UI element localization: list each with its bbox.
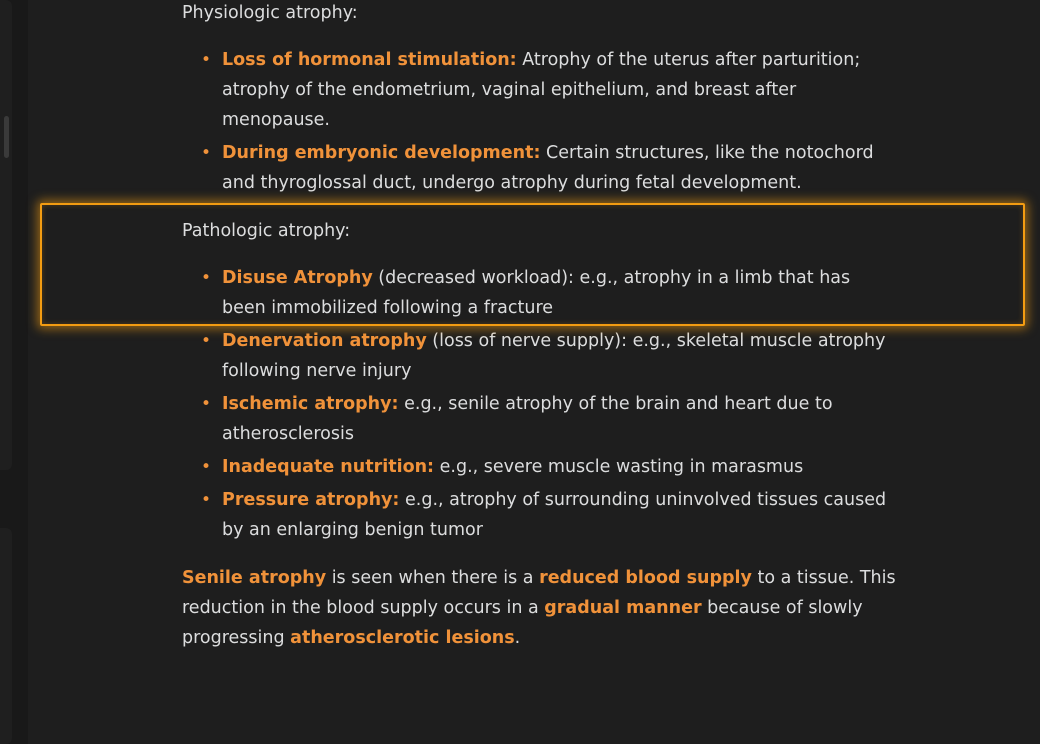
term: Disuse Atrophy [222, 268, 373, 288]
bullet-icon: • [201, 394, 212, 414]
bullet-icon: • [201, 50, 212, 70]
term: gradual manner [544, 598, 702, 618]
scrollbar-thumb[interactable] [4, 116, 9, 158]
list-item: • Pressure atrophy: e.g., atrophy of surrounding uninvolved tissues caused by an enlarging benign tumor [182, 485, 902, 545]
left-gutter [0, 0, 28, 744]
term: Inadequate nutrition: [222, 457, 435, 477]
term: Denervation atrophy [222, 331, 427, 351]
sidebar-panel-bottom [0, 528, 12, 744]
physiologic-list [182, 45, 902, 201]
bullet-icon: • [201, 457, 212, 477]
term: Ischemic atrophy: [222, 394, 399, 414]
list-item: • Loss of hormonal stimulation: Atrophy of the uterus after parturition; atrophy of the endometrium, vaginal epithelium, and breast after menopause. [182, 45, 902, 135]
bullet-icon: • [201, 490, 212, 510]
sidebar-panel-top [0, 0, 12, 470]
term: Pressure atrophy: [222, 490, 400, 510]
term: atherosclerotic lesions [290, 628, 515, 648]
bullet-icon: • [201, 268, 212, 288]
term: During embryonic development: [222, 143, 541, 163]
list-item: • Inadequate nutrition: e.g., severe muscle wasting in marasmus [182, 452, 902, 482]
senile-paragraph: Senile atrophy is seen when there is a reduced blood supply to a tissue. This reduction in the blood supply occurs in a gradual manner because of slowly progressing atherosclerotic lesions. [182, 568, 896, 648]
list-item: • Disuse Atrophy (decreased workload): e.g., atrophy in a limb that has been immobilized following a fracture [182, 263, 902, 323]
pathologic-heading: Pathologic atrophy: [182, 221, 351, 241]
list-item: • Denervation atrophy (loss of nerve supply): e.g., skeletal muscle atrophy following nerve injury [182, 326, 902, 386]
bullet-icon: • [201, 331, 212, 351]
physiologic-heading: Physiologic atrophy: [182, 3, 358, 23]
term: reduced blood supply [539, 568, 752, 588]
term: Loss of hormonal stimulation: [222, 50, 517, 70]
list-item: • During embryonic development: Certain structures, like the notochord and thyroglossal duct, undergo atrophy during fetal development. [182, 138, 902, 198]
list-item: • Ischemic atrophy: e.g., senile atrophy of the brain and heart due to atherosclerosis [182, 389, 902, 449]
term: Senile atrophy [182, 568, 327, 588]
pathologic-list [182, 263, 902, 548]
bullet-icon: • [201, 143, 212, 163]
